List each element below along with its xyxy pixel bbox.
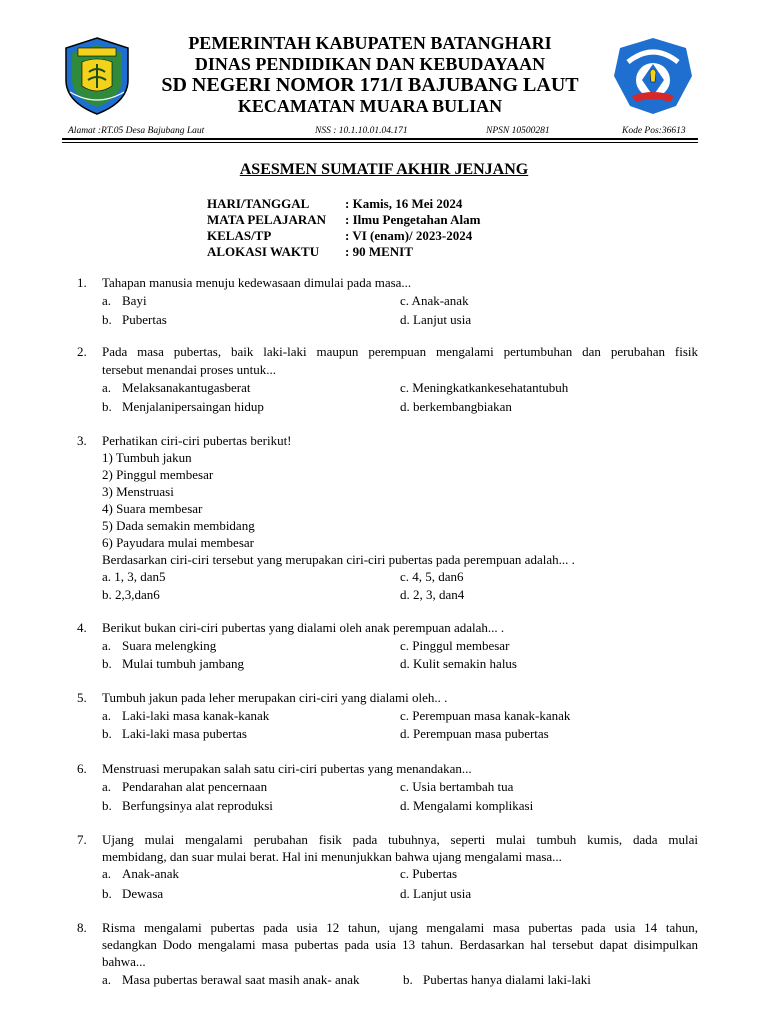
question-4-option-a: a. Suara melengking [102,638,217,653]
question-8-text-line-3: bahwa... [102,954,146,969]
info-value: : 90 MENIT [345,244,413,259]
question-1-option-d: d. Lanjut usia [400,312,472,327]
question-7-option-c: c. Pubertas [400,866,458,881]
info-value: : Ilmu Pengetahan Alam [345,212,481,227]
info-value: : Kamis, 16 Mei 2024 [345,196,463,211]
question-1-text: Tahapan manusia menuju kedewasaan dimulai pada masa... [102,275,412,290]
header-line-2: DINAS PENDIDIKAN DAN KEBUDAYAAN [194,54,546,74]
question-1-number: 1. [77,275,87,290]
question-3-item: 2) Pinggul membesar [102,467,214,482]
question-6-option-a: a. Pendarahan alat pencernaan [102,779,268,794]
question-1-option-b: b. Pubertas [102,312,167,327]
info-key: HARI/TANGGAL [207,196,310,211]
question-7-option-b: b. Dewasa [102,886,164,901]
info-key: MATA PELAJARAN [207,212,327,227]
question-4-option-d: d. Kulit semakin halus [400,656,517,671]
question-8-option-b: b. Pubertas hanya dialami laki-laki [403,972,591,987]
header-line-4: KECAMATAN MUARA BULIAN [237,96,503,116]
nss-text: NSS : 10.1.10.01.04.171 [315,126,408,136]
question-3-option-c: c. 4, 5, dan6 [400,569,464,584]
question-2-text-line-2: tersebut menandai proses untuk... [102,362,277,377]
question-3-item: 3) Menstruasi [102,484,174,499]
question-8-number: 8. [77,920,87,935]
question-8-text-line-1: Risma mengalami pubertas pada usia 12 tahun, ujang mengalami masa pubertas pada usia 14 tahun, [102,920,698,935]
exam-title: ASESMEN SUMATIF AKHIR JENJANG [239,161,529,178]
regency-logo-icon [62,36,132,116]
question-3-text: Perhatikan ciri-ciri pubertas berikut! [102,433,292,448]
question-2-option-c: c. Meningkatkankesehatantubuh [400,380,569,395]
question-4-text: Berikut bukan ciri-ciri pubertas yang dialami oleh anak perempuan adalah... . [102,620,505,635]
question-2-text-line-1: Pada masa pubertas, baik laki-laki maupun perempuan mengalami pertumbuhan dan perubahan fisik [102,344,698,359]
question-6-option-b: b. Berfungsinya alat reproduksi [102,798,273,813]
header-divider-thin [62,142,698,143]
question-7-option-d: d. Lanjut usia [400,886,472,901]
address-text: Alamat :RT.05 Desa Bajubang Laut [68,126,205,136]
question-5-number: 5. [77,690,87,705]
question-5-option-a: a. Laki-laki masa kanak-kanak [102,708,270,723]
info-key: ALOKASI WAKTU [207,244,320,259]
question-2-option-b: b. Menjalanipersaingan hidup [102,399,264,414]
question-5-option-d: d. Perempuan masa pubertas [400,726,549,741]
question-3-option-d: d. 2, 3, dan4 [400,587,465,602]
question-6-number: 6. [77,761,87,776]
question-5-option-c: c. Perempuan masa kanak-kanak [400,708,571,723]
question-7-text-line-1: Ujang mulai mengalami perubahan fisik pada tubuhnya, seperti mulai tumbuh kumis, dada mulai [102,832,698,847]
question-1-option-a: a. Bayi [102,293,147,308]
question-4-option-c: c. Pinggul membesar [400,638,510,653]
question-4-option-b: b. Mulai tumbuh jambang [102,656,245,671]
question-6-option-c: c. Usia bertambah tua [400,779,514,794]
question-3-item: 6) Payudara mulai membesar [102,535,254,550]
postal-code-text: Kode Pos:36613 [622,126,686,136]
question-4-number: 4. [77,620,87,635]
question-8-option-a: a. Masa pubertas berawal saat masih anak- anak [102,972,360,987]
question-7-number: 7. [77,832,87,847]
school-name: SD NEGERI NOMOR 171/I BAJUBANG LAUT [161,74,579,96]
question-3-item: 1) Tumbuh jakun [102,450,192,465]
question-5-text: Tumbuh jakun pada leher merupakan ciri-ciri yang dialami oleh.. . [102,690,448,705]
question-3-number: 3. [77,433,87,448]
question-5-option-b: b. Laki-laki masa pubertas [102,726,247,741]
question-3-item: 4) Suara membesar [102,501,203,516]
question-3-option-b: b. 2,3,dan6 [102,587,160,602]
question-1-option-c: c. Anak-anak [400,293,469,308]
info-value: : VI (enam)/ 2023-2024 [345,228,473,243]
question-8-text-line-2: sedangkan Dodo mengalami masa pubertas pada usia 13 tahun. Berdasarkan hal tersebut dapat disimpulkan [102,937,698,952]
header-divider [62,138,698,140]
question-3-prompt: Berdasarkan ciri-ciri tersebut yang merupakan ciri-ciri pubertas pada perempuan adalah... . [102,552,575,567]
question-3-item: 5) Dada semakin membidang [102,518,255,533]
question-3-option-a: a. 1, 3, dan5 [102,569,166,584]
question-2-option-a: a. Melaksanakantugasberat [102,380,251,395]
question-2-number: 2. [77,344,87,359]
question-7-text-line-2: membidang, dan suar mulai berat. Hal ini menunjukkan bahwa ujang mengalami masa... [102,849,562,864]
tut-wuri-handayani-logo-icon [612,36,694,116]
question-6-text: Menstruasi merupakan salah satu ciri-ciri pubertas yang menandakan... [102,761,472,776]
question-2-option-d: d. berkembangbiakan [400,399,512,414]
header-line-1: PEMERINTAH KABUPATEN BATANGHARI [188,33,552,53]
question-7-option-a: a. Anak-anak [102,866,180,881]
npsn-text: NPSN 10500281 [486,126,550,136]
question-6-option-d: d. Mengalami komplikasi [400,798,534,813]
info-key: KELAS/TP [207,228,272,243]
